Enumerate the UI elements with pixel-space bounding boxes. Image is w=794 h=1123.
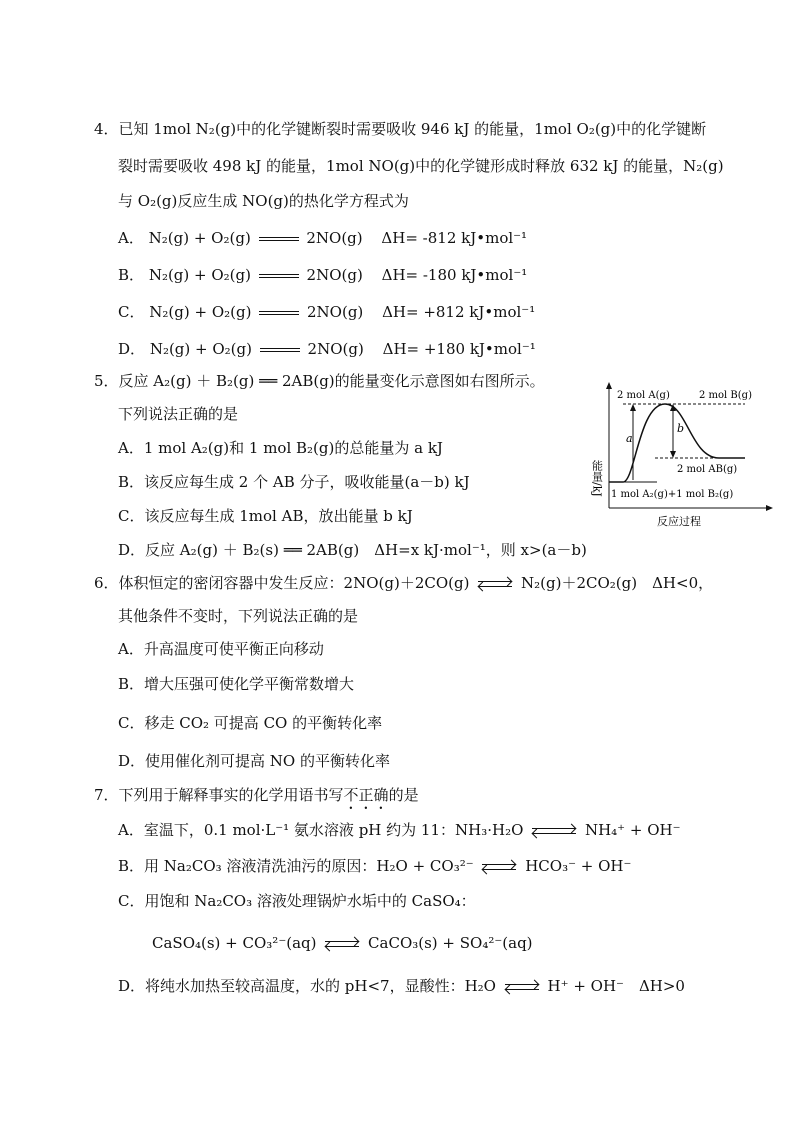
q7a-text: A．室温下，0.1 mol·L⁻¹ 氨水溶液 pH 约为 11：NH₃·H₂O [118,821,524,839]
arrow-a-head [630,404,636,411]
enthalpy: ΔH= -180 kJ•mol⁻¹ [381,266,528,284]
q5-option-c: C．该反应每生成 1mol AB，放出能量 b kJ [118,507,413,525]
option-label: D． [118,340,146,358]
q4-option-b [118,264,527,286]
y-axis-arrow [606,382,612,389]
equation-lhs: N₂(g) + O₂(g) [148,266,251,284]
energy-diagram [590,380,775,528]
label-b: b [677,422,685,435]
q4-option-c [118,301,535,323]
q4-line1: 4．已知 1mol N₂(g)中的化学键断裂时需要吸收 946 kJ 的能量，1mol O₂(g)中的化学键断 [94,120,707,138]
q7c-reactants: CaSO₄(s) + CO₃²⁻(aq) [152,934,317,952]
label-a: a [626,432,633,445]
reversible-arrow [532,826,576,836]
equals-arrow [259,237,299,241]
product-label: 2 mol AB(g) [677,464,738,475]
reversible-arrow [482,862,516,872]
q5-option-d: D．反应 A₂(g) ＋ B₂(s) ══ 2AB(g) ΔH=x kJ·mol⁻¹，则 x>(a－b) [118,541,587,559]
q7-option-b [118,855,631,877]
reactant-label: 1 mol A₂(g)+1 mol B₂(g) [611,489,734,500]
q7-stem-end: 的是 [388,786,419,804]
q7-emphasis: 不正确 [343,786,389,804]
q7b-text: B．用 Na₂CO₃ 溶液清洗油污的原因：H₂O + CO₃²⁻ [118,857,474,875]
q5-line1: 5．反应 A₂(g) ＋ B₂(g) ══ 2AB(g)的能量变化示意图如右图所示。 [94,372,545,390]
equation-rhs: 2NO(g) [306,229,363,247]
enthalpy: ΔH= +180 kJ•mol⁻¹ [382,340,536,358]
q7-option-c-equation [152,932,533,954]
q7-option-c: C．用饱和 Na₂CO₃ 溶液处理锅炉水垢中的 CaSO₄： [118,892,476,910]
q6-option-c: C．移走 CO₂ 可提高 CO 的平衡转化率 [118,714,383,732]
y-axis-label: 能量/kJ [590,460,604,497]
equals-arrow [259,274,299,278]
equals-arrow [260,348,300,352]
q6-option-d: D．使用催化剂可提高 NO 的平衡转化率 [118,752,390,770]
equation-lhs: N₂(g) + O₂(g) [149,303,252,321]
equals-arrow [259,311,299,315]
q6-option-b: B．增大压强可使化学平衡常数增大 [118,675,355,693]
q7-option-a [118,819,681,841]
arrow-b-head [670,451,676,458]
top-label-b: 2 mol B(g) [699,390,752,401]
q5-option-b: B．该反应每生成 2 个 AB 分子，吸收能量(a－b) kJ [118,473,470,491]
q4-option-a [118,227,527,249]
reversible-arrow [478,579,512,589]
option-label: C． [118,303,145,321]
equation-rhs: 2NO(g) [306,266,363,284]
option-label: A． [118,229,144,247]
q7d-products: H⁺ + OH⁻ ΔH>0 [547,977,685,995]
equation-rhs: 2NO(g) [307,303,364,321]
q7a-products: NH₄⁺ + OH⁻ [584,821,681,839]
reversible-arrow [505,982,539,992]
option-label: B． [118,266,145,284]
q7-line1 [94,784,419,813]
q7d-text: D．将纯水加热至较高温度，水的 pH<7，显酸性：H₂O [118,977,496,995]
q7-option-d [118,975,685,997]
q7c-products: CaCO₃(s) + SO₄²⁻(aq) [368,934,533,952]
q6-reactants: 6．体积恒定的密闭容器中发生反应：2NO(g)＋2CO(g) [94,574,470,592]
top-label-a: 2 mol A(g) [617,390,670,401]
q5-option-a: A．1 mol A₂(g)和 1 mol B₂(g)的总能量为 a kJ [118,439,443,457]
q6-option-a: A．升高温度可使平衡正向移动 [118,640,324,658]
x-axis-label: 反应过程 [657,515,701,528]
q6-products: N₂(g)＋2CO₂(g) ΔH<0， [521,574,714,592]
q6-line1 [94,572,713,594]
equation-lhs: N₂(g) + O₂(g) [149,340,252,358]
equation-rhs: 2NO(g) [307,340,364,358]
q7b-products: HCO₃⁻ + OH⁻ [525,857,632,875]
x-axis-arrow [766,505,773,511]
q4-line2: 裂时需要吸收 498 kJ 的能量，1mol NO(g)中的化学键形成时释放 632 kJ 的能量，N₂(g) [118,157,724,175]
equation-lhs: N₂(g) + O₂(g) [148,229,251,247]
enthalpy: ΔH= +812 kJ•mol⁻¹ [382,303,536,321]
reversible-arrow [325,939,359,949]
q4-option-d [118,338,536,360]
q4-line3: 与 O₂(g)反应生成 NO(g)的热化学方程式为 [118,192,409,210]
q6-line2: 其他条件不变时，下列说法正确的是 [118,607,359,625]
q7-stem: 7．下列用于解释事实的化学用语书写 [94,786,344,804]
enthalpy: ΔH= -812 kJ•mol⁻¹ [381,229,528,247]
q5-line2: 下列说法正确的是 [118,405,239,423]
